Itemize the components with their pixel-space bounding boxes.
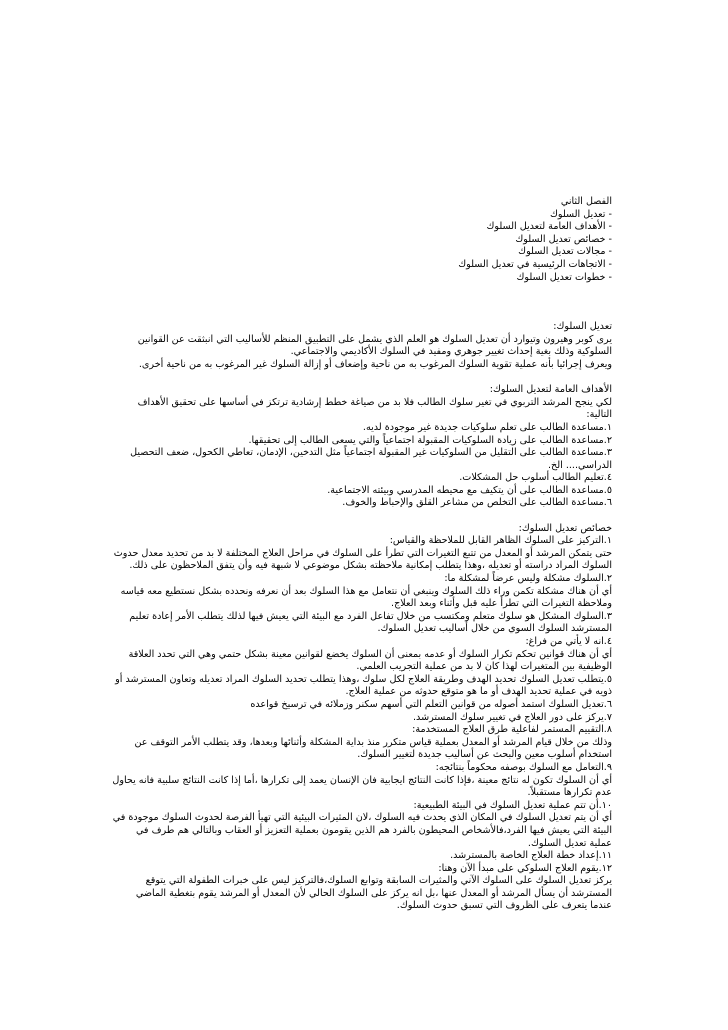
toc-item: - خصائص تعديل السلوك [515,233,612,245]
list-item: ١.مساعدة الطالب على تعلم سلوكيات جديدة غير موجودة لديه. [362,421,612,433]
section-heading: الأهداف العامة لتعديل السلوك: [489,384,612,396]
paragraph: يرى كوبر وهيرون وتيوارد أن تعديل السلوك هو العلم الذي يشمل على التطبيق المنظم للأساليب التي انبثقت عن القوانين السلوكية وذلك بغية إحداث تغيير جوهري ومفيد في السلوك الأكاديمي والاجتماعي. [137,333,612,358]
list-item: ١٢.يقوم العلاج السلوكي على مبدأ الآن وهنا: [438,862,612,874]
section-characteristics [112,523,612,913]
section-heading: خصائص تعديل السلوك: [518,522,612,534]
paragraph: لكي ينجح المرشد التربوي في تغير سلوك الطالب فلا بد من صياغة خطط إرشادية ترتكز في أساسها على تحقيق الأهداف التالية: [137,396,612,421]
paragraph: أي أن هناك قوانين تحكم تكرار السلوك أو عدمه بمعنى أن السلوك يخضع لقوانين معينة بشكل حتمي وهي التي تحدد العلاقة الوظيفية بين المتغيرات لهذا كان لا بد من عملية التجريب العلمي. [128,648,612,673]
toc-item: - خطوات تعديل السلوك [516,271,612,283]
paragraph: حتى يتمكن المرشد أو المعدل من تتبع التغيرات التي تطرأ على السلوك في مراحل العلاج المختلفة لا بد من تحديد معدل حدوث السلوك المراد دراسته أو تعديله ،وهذا يتطلب إمكانية ملاحظته بشكل موضوعي لا شبهة فيه وأن يتفق الملاحظون على ذلك. [113,547,612,572]
list-item: ٦.تعديل السلوك استمد أصوله من قوانين التعلم التي أسهم سكنر وزملائه في ترسيخ قواعده [250,698,612,710]
list-item: ٦.مساعدة الطالب على التخلص من مشاعر القلق والإحباط والخوف. [342,497,612,509]
toc-item: - تعديل السلوك [549,208,612,220]
list-item: ٢.السلوك مشكلة وليس عرضاً لمشكلة ما: [444,573,612,585]
paragraph: أي أن يتم تعديل السلوك في المكان الذي يحدث فيه السلوك ،لان المثيرات البيئية التي تهيأ الفرصة لحدوث السلوك موجودة في البيئة التي يعيش فيها الفرد،فالأشخاص المحيطون بالفرد هم الذين يقومون بعملية التعزيز أو العقاب وبالتالي هم طرف في عملية تعديل السلوك. [112,812,612,849]
section-heading: تعديل السلوك: [553,321,612,333]
list-item: ٢.مساعدة الطالب على زيادة السلوكيات المقبولة اجتماعياً والتي يسعى الطالب إلى تحقيقها. [248,434,612,446]
toc-item: - مجالات تعديل السلوك [518,246,612,258]
section-general-goals [112,384,612,510]
list-item: ٤.انه لا يأتي من فراغ: [525,636,612,647]
list-item: ٩.التعامل مع السلوك بوصفه محكوماً بنتائجه: [435,761,612,773]
table-of-contents [112,196,612,284]
paragraph: يركز تعديل السلوك على السلوك الآني والمثيرات السابقة وتوابع السلوك،فالتركيز ليس على خبرات الطفولة التي يتوقع المسترشد أن يسأل المرشد أو المعدل عنها ،بل انه يركز على السلوك الحالي لأن المعدل أو المرشد يقوم بتغطية الماضي عندما يتعرف على الظروف التي تسبق حدوث السلوك. [135,875,612,912]
list-item: ٣.مساعدة الطالب على التقليل من السلوكيات غير المقبولة اجتماعياً مثل التدخين، الإدمان، تعاطي الكحول، ضعف التحصيل الدراسي.... الخ. [130,447,612,471]
list-item: ٣.السلوك المشكل هو سلوك متعلم ومكتسب من خلال تفاعل الفرد مع البيئة التي يعيش فيها لذلك يتطلب الأمر إعادة تعليم المسترشد السلوك السوي من خلال أساليب تعديل السلوك. [129,610,612,635]
toc-item: - الاتجاهات الرئيسية في تعديل السلوك [458,258,612,270]
paragraph: أي أن السلوك تكون له نتائج معينة ،فإذا كانت النتائج ايجابية فان الإنسان يعمد إلى تكرارها ،أما إذا كانت النتائج سلبية فانه يحاول عدم تكرارها مستقبلاً. [112,774,612,799]
paragraph: أي أن هناك مشكلة تكمن وراء ذلك السلوك وينبغي أن نتعامل مع هذا السلوك بعد أن نعرفه ونحدده بشكل نستطيع معه قياسه وملاحظة التغيرات التي تطرأ عليه قبل وأثناء وبعد العلاج. [120,585,612,610]
list-item: ١٠.أن تتم عملية تعديل السلوك في البيئة الطبيعية: [413,799,612,811]
toc-item: - الأهداف العامة لتعديل السلوك [486,221,612,233]
list-item: ١١.إعداد خطة العلاج الخاصة بالمسترشد. [450,850,612,862]
chapter-title: الفصل الثاني [560,196,612,207]
paragraph: ويعرف إجرائيا بأنه عملية تقوية السلوك المرغوب به من ناحية وإضعاف أو إزالة السلوك غير المرغوب به من ناحية أخرى. [138,358,612,370]
document-body [112,196,612,913]
list-item: ٧.يركز على دور العلاج في تغيير سلوك المسترشد. [413,711,612,723]
paragraph: وذلك من خلال قيام المرشد أو المعدل بعملية قياس متكرر منذ بداية المشكلة وأثنائها وبعدها، وقد يتطلب الأمر التوقف عن استخدام أسلوب معين والبحث عن أساليب جديدة لتغيير السلوك. [134,736,612,761]
list-item: ١.التركيز على السلوك الظاهر القابل للملاحظة والقياس: [389,535,612,547]
list-item: ٥.مساعدة الطالب على أن يتكيف مع محيطه المدرسي وبيئته الاجتماعية. [327,484,612,496]
list-item: ٤.تعليم الطالب أسلوب حل المشكلات. [459,472,612,484]
list-item: ٨.التقييم المستمر لفاعلية طرق العلاج المستخدمة: [412,724,612,736]
list-item: ٥.يتطلب تعديل السلوك تحديد الهدف وطريقة العلاج لكل سلوك ،وهذا يتطلب تحديد السلوك المراد تعديله وتعاون المسترشد أو ذويه في عملية تحديد الهدف أو ما هو متوقع حدوثه من عملية العلاج. [115,673,612,698]
section-behavior-modification [112,321,612,371]
